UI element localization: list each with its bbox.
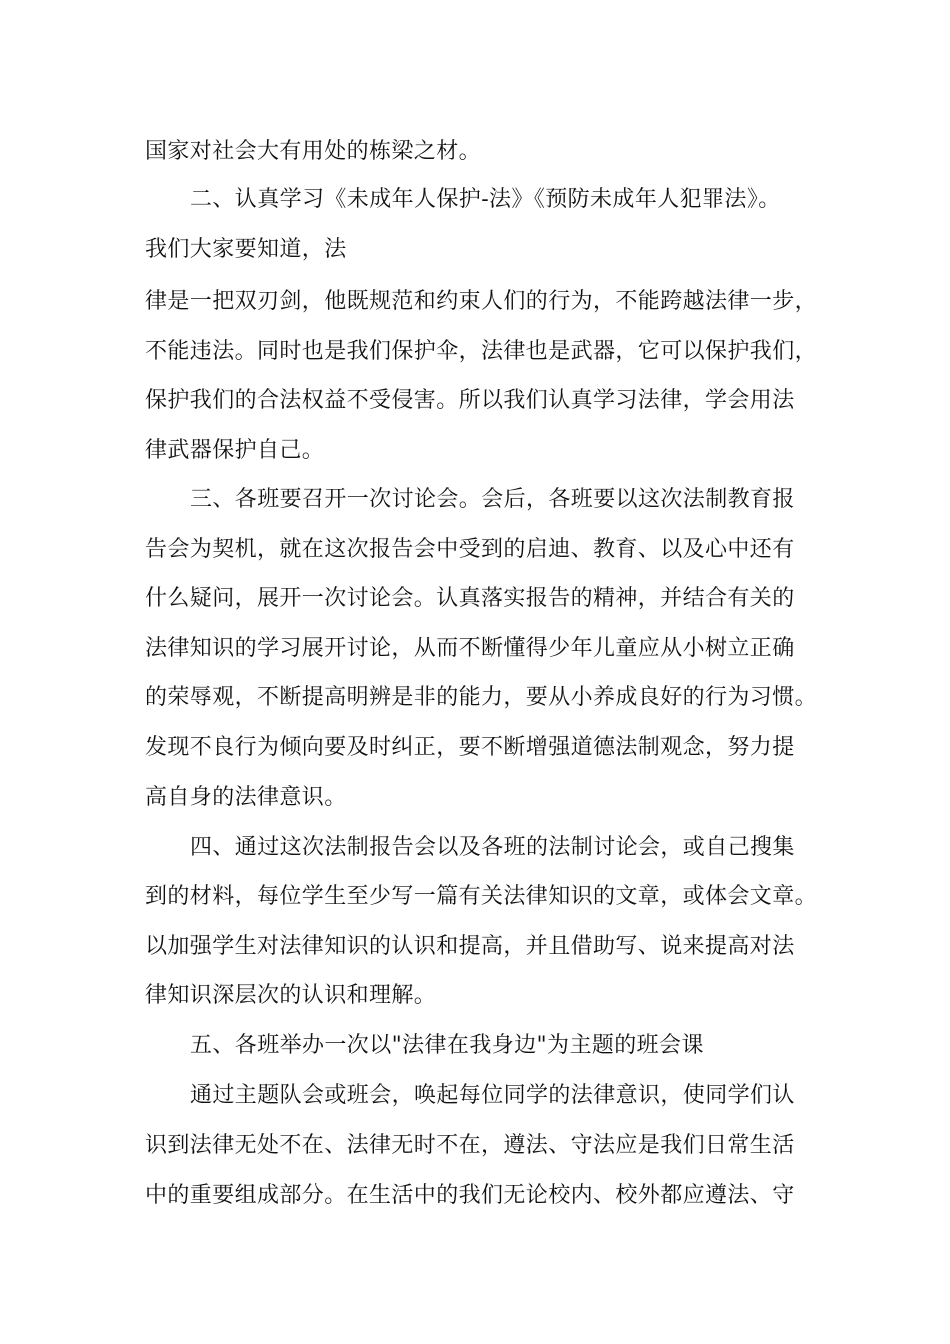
body-text-line: 什么疑问，展开一次讨论会。认真落实报告的精神，并结合有关的 — [145, 586, 795, 611]
body-text-line: 不能违法。同时也是我们保护伞，法律也是武器，它可以保护我们， — [145, 339, 818, 364]
section-heading-3: 三、各班要召开一次讨论会。会后，各班要以这次法制教育报 — [190, 487, 795, 512]
body-text-line: 国家对社会大有用处的栋梁之材。 — [145, 139, 482, 164]
body-text-line: 以加强学生对法律知识的认识和提高，并且借助写、说来提高对法 — [145, 934, 795, 959]
section-heading-5: 五、各班举办一次以"法律在我身边"为主题的班会课 — [190, 1033, 704, 1058]
body-text-line: 通过主题队会或班会，唤起每位同学的法律意识，使同学们认 — [190, 1083, 795, 1108]
section-heading-2: 二、认真学习《未成年人保护-法》《预防未成年人犯罪法》。 — [190, 187, 781, 212]
section-heading-4: 四、通过这次法制报告会以及各班的法制讨论会，或自己搜集 — [190, 835, 795, 860]
body-text-line: 发现不良行为倾向要及时纠正，要不断增强道德法制观念，努力提 — [145, 735, 795, 760]
body-text-line: 的荣辱观，不断提高明辨是非的能力，要从小养成良好的行为习惯。 — [145, 685, 818, 710]
body-text-line: 到的材料，每位学生至少写一篇有关法律知识的文章，或体会文章。 — [145, 884, 818, 909]
body-text-line: 我们大家要知道，法 — [145, 237, 347, 262]
body-text-line: 法律知识的学习展开讨论，从而不断懂得少年儿童应从小树立正确 — [145, 636, 795, 661]
body-text-line: 识到法律无处不在、法律无时不在，遵法、守法应是我们日常生活 — [145, 1133, 795, 1158]
body-text-line: 高自身的法律意识。 — [145, 785, 347, 810]
body-text-line: 律知识深层次的认识和理解。 — [145, 983, 437, 1008]
body-text-line: 律武器保护自己。 — [145, 438, 325, 463]
body-text-line: 中的重要组成部分。在生活中的我们无论校内、校外都应遵法、守 — [145, 1183, 795, 1208]
body-text-line: 告会为契机，就在这次报告会中受到的启迪、教育、以及心中还有 — [145, 537, 795, 562]
body-text-line: 律是一把双刃剑，他既规范和约束人们的行为，不能跨越法律一步， — [145, 289, 818, 314]
body-text-line: 保护我们的合法权益不受侵害。所以我们认真学习法律，学会用法 — [145, 388, 795, 413]
